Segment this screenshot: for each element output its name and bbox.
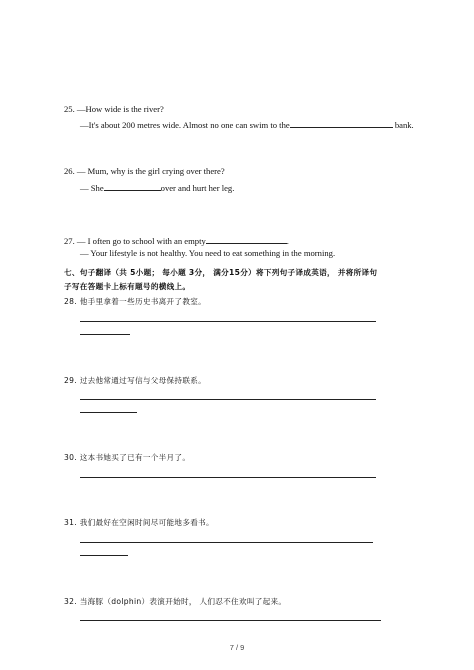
answer-rule[interactable]	[80, 334, 130, 335]
question-line: — I often go to school with an empty	[76, 236, 206, 246]
answer-rule[interactable]	[80, 412, 137, 413]
question-text: 当海豚（dolphin）表演开始时， 人们忍不住欢叫了起来。	[79, 597, 287, 606]
question-number: 30.	[64, 453, 77, 462]
section-7-heading-line2: 子写在答题卡上标有题号的横线上。	[64, 282, 191, 291]
question-26	[64, 166, 225, 177]
fill-blank[interactable]	[290, 118, 393, 128]
answer-rule[interactable]	[80, 399, 376, 400]
translation-31	[64, 517, 214, 528]
answer-rule[interactable]	[80, 620, 381, 621]
page-number: 7 / 9	[229, 643, 245, 652]
answer-text: — She	[80, 183, 104, 193]
fill-blank[interactable]	[104, 181, 161, 191]
answer-line-25	[80, 118, 414, 131]
question-25	[64, 104, 164, 115]
question-line: .	[286, 236, 289, 246]
question-number: 31.	[64, 518, 77, 527]
question-number: 32.	[64, 597, 77, 606]
translation-29	[64, 375, 206, 386]
answer-text: over and hurt her leg.	[160, 183, 235, 193]
question-text: 他手里拿着一些历史书离开了教室。	[79, 297, 207, 306]
translation-32	[64, 596, 286, 607]
answer-rule[interactable]	[80, 555, 128, 556]
answer-line-27	[80, 248, 335, 259]
answer-text: — Your lifestyle is not healthy. You need to eat something in the morning.	[80, 248, 336, 258]
question-27	[64, 234, 289, 247]
question-line: — Mum, why is the girl crying over there?	[76, 166, 225, 176]
answer-text: —It's about 200 metres wide. Almost no one can swim to the	[80, 120, 290, 130]
answer-line-26	[80, 181, 234, 194]
question-number: 28.	[64, 297, 77, 306]
question-number: 25.	[64, 104, 75, 114]
translation-30	[64, 452, 190, 463]
fill-blank[interactable]	[206, 234, 287, 244]
question-line: —How wide is the river?	[76, 104, 164, 114]
question-text: 过去他常通过写信与父母保持联系。	[79, 376, 207, 385]
question-text: 我们最好在空闲时间尽可能地多看书。	[79, 518, 214, 527]
answer-rule[interactable]	[80, 542, 373, 543]
section-7-heading-line1: 七、句子翻译（共 5小题； 每小题 3分， 满分15分）将下列句子译成英语， 并将所译句	[64, 268, 378, 277]
question-number: 29.	[64, 376, 77, 385]
translation-28	[64, 296, 206, 307]
question-number: 26.	[64, 166, 75, 176]
answer-rule[interactable]	[80, 321, 376, 322]
question-number: 27.	[64, 236, 75, 246]
answer-rule[interactable]	[80, 477, 376, 478]
question-text: 这本书她买了已有一个半月了。	[79, 453, 191, 462]
answer-text: bank.	[392, 120, 414, 130]
